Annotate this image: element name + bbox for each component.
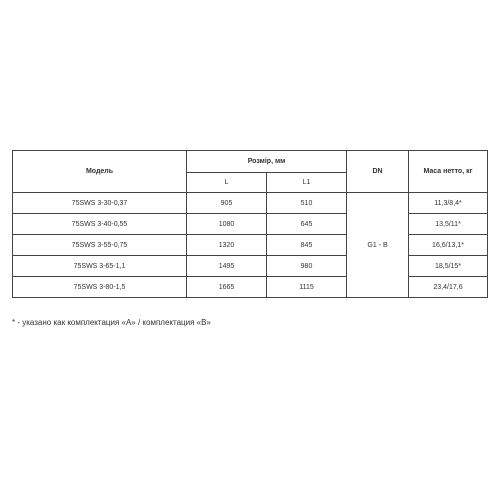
cell-mass: 16,6/13,1* (409, 235, 488, 256)
cell-l: 905 (187, 193, 267, 214)
cell-l: 1495 (187, 256, 267, 277)
footnote: * - указано как комплектация «А» / комплектация «В» (12, 318, 211, 327)
header-model: Модель (13, 151, 187, 193)
cell-l: 1080 (187, 214, 267, 235)
cell-model: 75SWS 3-80-1,5 (13, 277, 187, 298)
cell-l1: 980 (267, 256, 347, 277)
cell-model: 75SWS 3-55-0,75 (13, 235, 187, 256)
cell-l: 1320 (187, 235, 267, 256)
header-size: Розмір, мм (187, 151, 347, 173)
table-header-row (13, 151, 488, 173)
cell-dn: G1 - B (347, 193, 409, 298)
cell-l1: 1115 (267, 277, 347, 298)
cell-mass: 13,5/11* (409, 214, 488, 235)
header-l: L (187, 173, 267, 193)
table-row (13, 235, 488, 256)
header-dn: DN (347, 151, 409, 193)
spec-table (12, 150, 488, 298)
table-row (13, 256, 488, 277)
table-row (13, 277, 488, 298)
cell-mass: 18,5/15* (409, 256, 488, 277)
cell-model: 75SWS 3-65-1,1 (13, 256, 187, 277)
table-row (13, 214, 488, 235)
cell-model: 75SWS 3-30-0,37 (13, 193, 187, 214)
cell-l1: 845 (267, 235, 347, 256)
cell-model: 75SWS 3-40-0,55 (13, 214, 187, 235)
cell-mass: 11,3/8,4* (409, 193, 488, 214)
header-mass: Маса нетто, кг (409, 151, 488, 193)
table-row (13, 193, 488, 214)
cell-mass: 23,4/17,6 (409, 277, 488, 298)
cell-l1: 510 (267, 193, 347, 214)
header-l1: L1 (267, 173, 347, 193)
cell-l: 1665 (187, 277, 267, 298)
cell-l1: 645 (267, 214, 347, 235)
